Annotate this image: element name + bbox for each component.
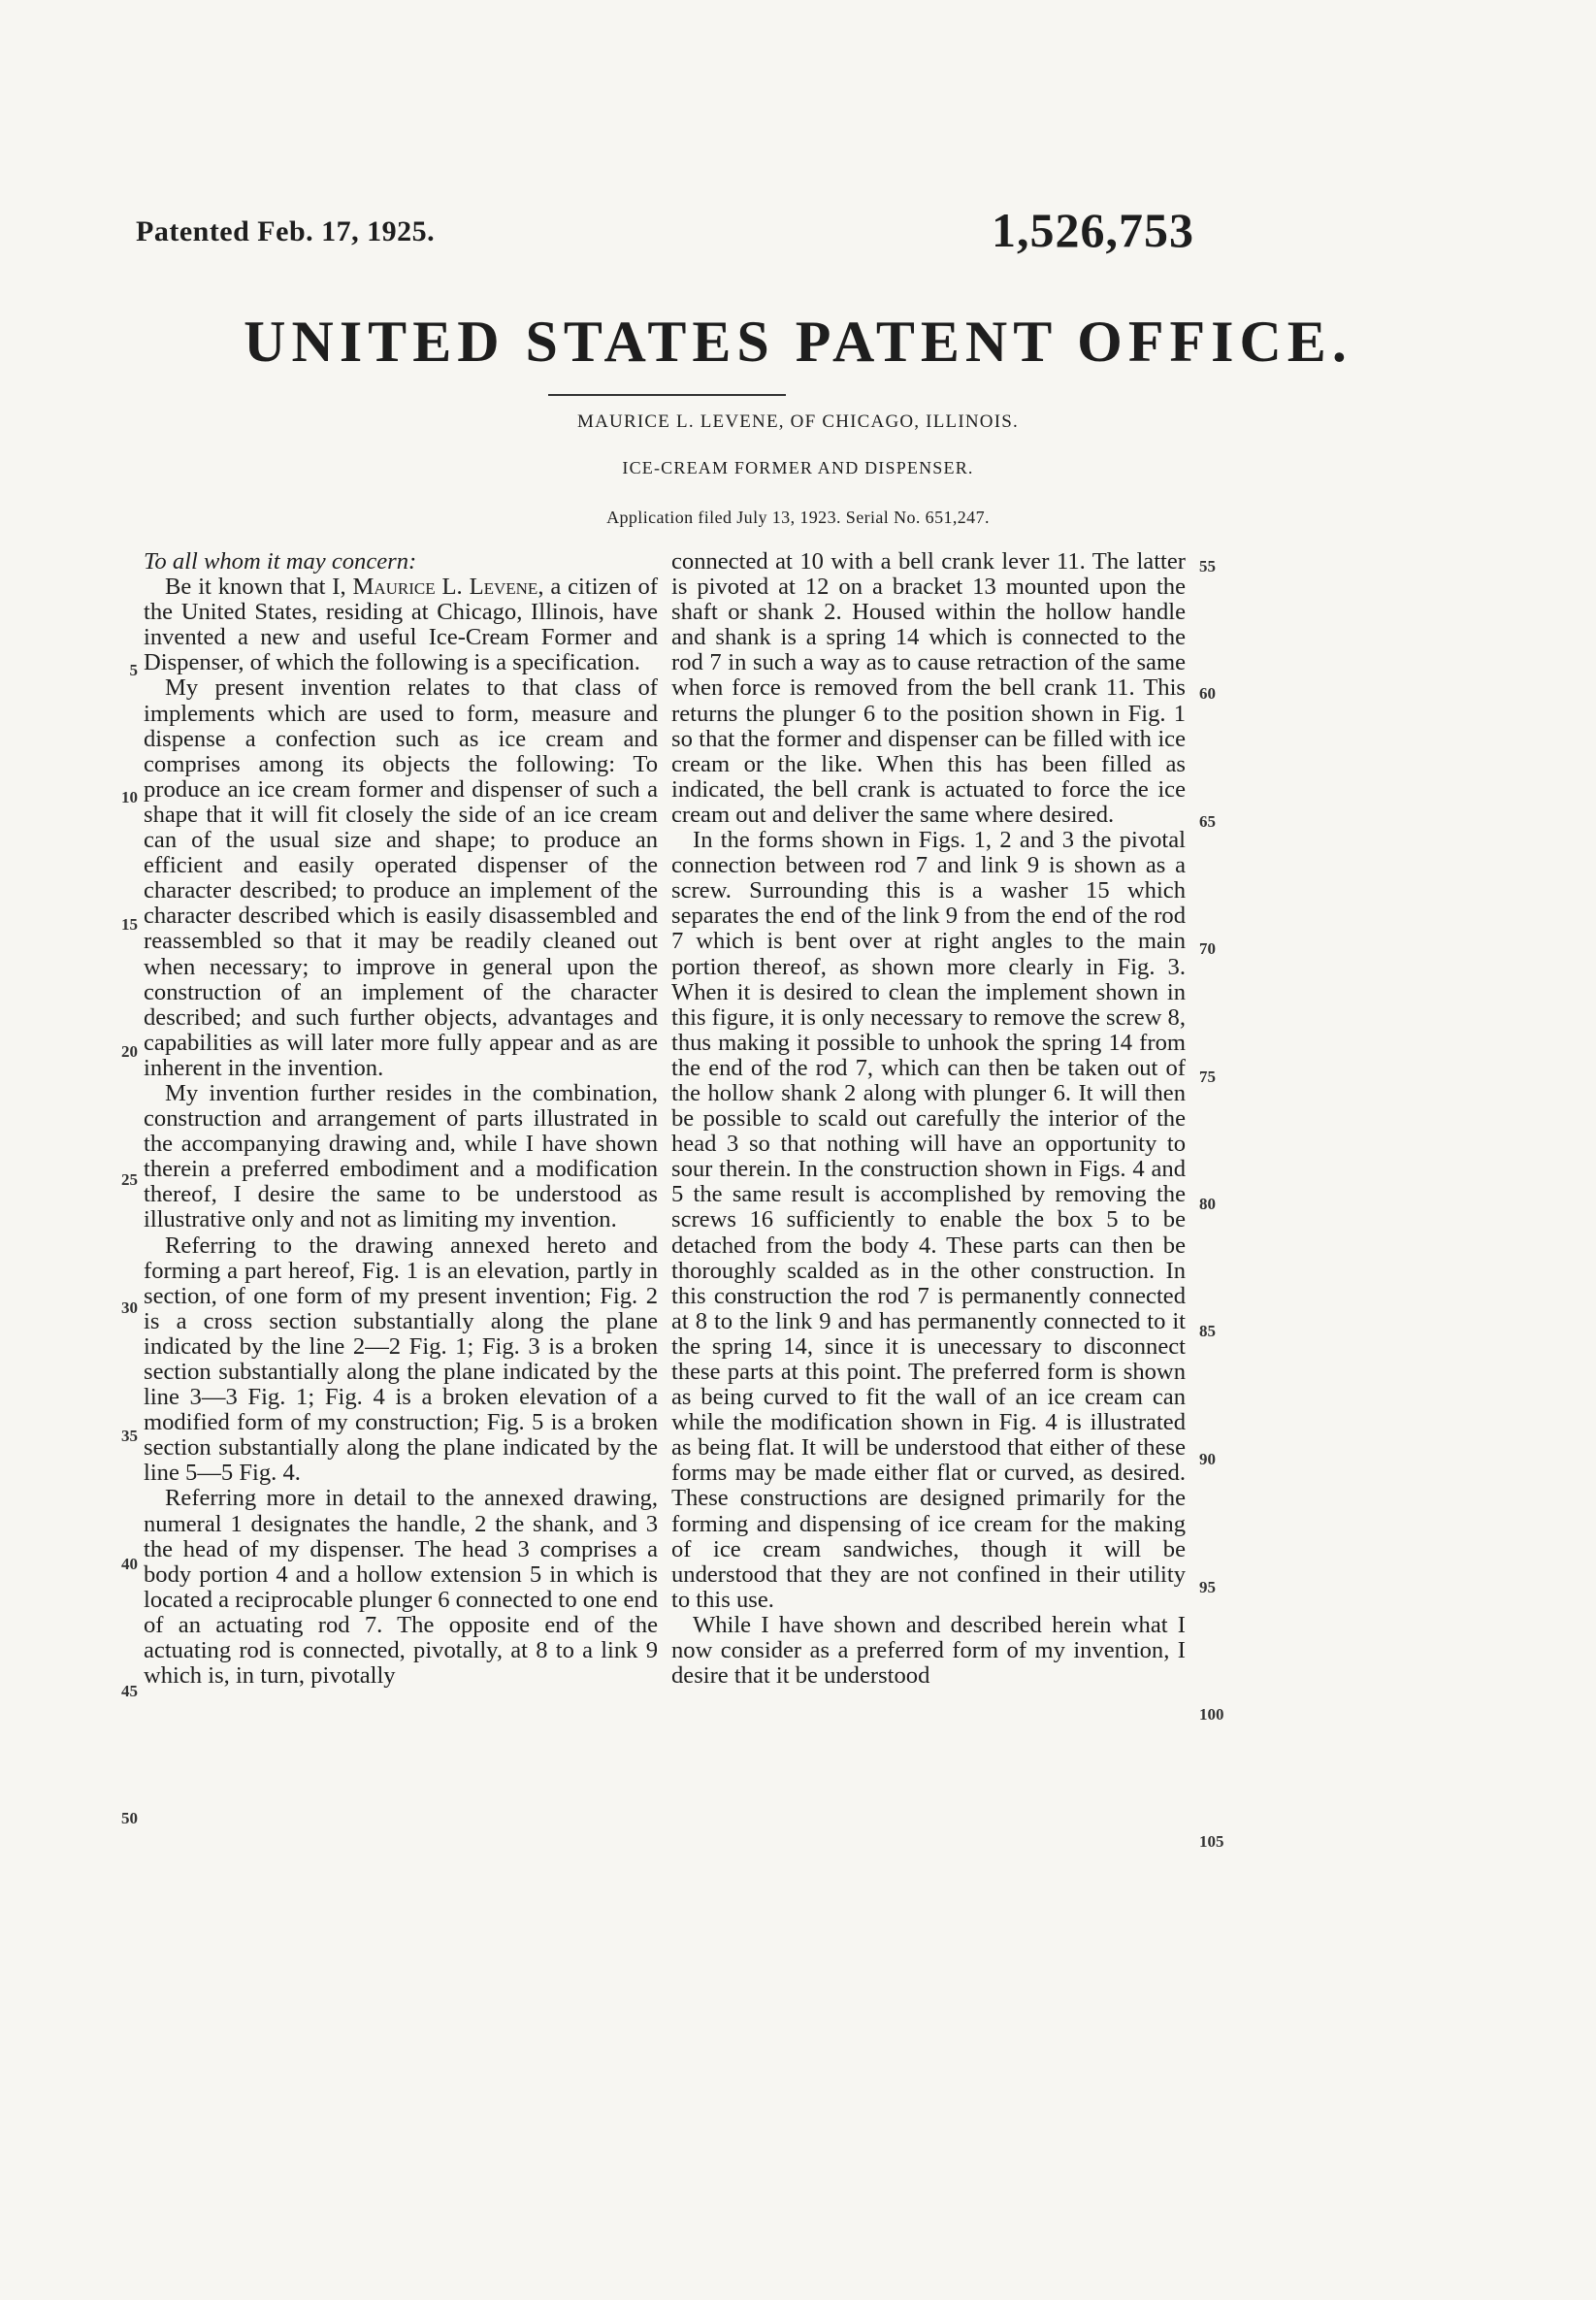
line-number: 30 bbox=[121, 1298, 138, 1317]
line-number: 95 bbox=[1199, 1578, 1216, 1596]
line-number: 50 bbox=[121, 1809, 138, 1827]
line-number: 45 bbox=[121, 1682, 138, 1700]
office-heading: UNITED STATES PATENT OFFICE. bbox=[244, 310, 1352, 374]
salutation: To all whom it may concern: bbox=[144, 548, 417, 575]
line-number: 10 bbox=[121, 788, 138, 806]
line-number: 100 bbox=[1199, 1705, 1224, 1724]
line-number: 35 bbox=[121, 1427, 138, 1445]
paragraph: My present invention relates to that class of implements which are used to form, measure and dispense a confection such as ice cream and comprises among its objects the following: To produce an ice cream former and dispenser of such a shape that it will fit closely the side of an ice cream can of the usual size and shape; to produce an efficient and easily operated dispenser of the character described; to produce an implement of the character described which is easily disassembled and reassembled so that it may be readily cleaned out when necessary; to improve in general upon the construction of an implement of the character described; and such further objects, advantages and capabilities as will later more fully appear and as are inherent in the invention. bbox=[144, 674, 658, 1081]
paragraph: My invention further resides in the combination, construction and arrangement of parts illustrated in the accompanying drawing and, while I have shown therein a preferred embodiment and a modification thereof, I desire the same to be understood as illustrative only and not as limiting my invention. bbox=[144, 1079, 658, 1233]
text-span: Be it known that I, bbox=[165, 574, 346, 601]
invention-title: ICE-CREAM FORMER AND DISPENSER. bbox=[622, 458, 974, 477]
inventor-name: Maurice L. Levene bbox=[352, 574, 538, 601]
line-number: 40 bbox=[121, 1555, 138, 1573]
line-number: 105 bbox=[1199, 1832, 1224, 1851]
line-number: 5 bbox=[129, 661, 138, 679]
line-number: 15 bbox=[121, 915, 138, 934]
line-number: 75 bbox=[1199, 1068, 1216, 1086]
line-number: 90 bbox=[1199, 1450, 1216, 1468]
paragraph: While I have shown and described herein what I now consider as a preferred form of my invention, I desire that it be understood bbox=[671, 1611, 1186, 1690]
inventor-line: MAURICE L. LEVENE, OF CHICAGO, ILLINOIS. bbox=[577, 411, 1019, 432]
line-number: 85 bbox=[1199, 1322, 1216, 1340]
line-number: 25 bbox=[121, 1170, 138, 1189]
paragraph: In the forms shown in Figs. 1, 2 and 3 the pivotal connection between rod 7 and link 9 is shown as a screw. Surrounding this is a washer 15 which separates the end of the link 9 from the end of the rod 7 which is bent over at right angles to the main portion thereof, as shown more clearly in Fig. 3. When it is desired to clean the implement shown in this figure, it is only necessary to remove the screw 8, thus making it possible to unhook the spring 14 from the end of the rod 7, which can then be taken out of the hollow shank 2 along with plunger 6. It will then be possible to scald out carefully the interior of the head 3 so that nothing will have an opportunity to sour therein. In the construction shown in Figs. 4 and 5 the same result is accomplished by removing the screws 16 sufficiently to enable the box 5 to be detached from the body 4. These parts can then be thoroughly scalded as in the other construction. In this construction the rod 7 is permanently connected at 8 to the link 9 and has permanently connected to it the spring 14, since it is unecessary to disconnect these parts at this point. The preferred form is shown as being curved to fit the wall of an ice cream can while the modification shown in Fig. 4 is illustrated as being flat. It will be understood that either of these forms may be made either flat or curved, as desired. These constructions are designed primarily for the forming and dispensing of ice cream for the making of ice cream sandwiches, though it will be understood that they are not confined in their utility to this use. bbox=[671, 827, 1186, 1613]
patented-date: Patented Feb. 17, 1925. bbox=[136, 215, 436, 247]
line-number: 60 bbox=[1199, 684, 1216, 703]
right-column bbox=[671, 549, 1186, 1689]
paragraph: Referring more in detail to the annexed drawing, numeral 1 designates the handle, 2 the shank, and 3 the head of my dispenser. The head 3 comprises a body portion 4 and a hollow extension 5 in which is located a reciprocable plunger 6 connected to one end of an actuating rod 7. The opposite end of the actuating rod is connected, pivotally, at 8 to a link 9 which is, in turn, pivotally bbox=[144, 1485, 658, 1690]
line-number: 20 bbox=[121, 1042, 138, 1061]
patent-number: 1,526,753 bbox=[992, 203, 1194, 257]
line-number: 65 bbox=[1199, 812, 1216, 831]
line-number: 80 bbox=[1199, 1195, 1216, 1213]
paragraph bbox=[144, 575, 658, 675]
heading-rule bbox=[548, 394, 786, 396]
application-filed-line: Application filed July 13, 1923. Serial No. 651,247. bbox=[606, 508, 990, 527]
left-column bbox=[144, 549, 658, 1689]
paragraph: connected at 10 with a bell crank lever 11. The latter is pivoted at 12 on a bracket 13 mounted upon the shaft or shank 2. Housed within the hollow handle and shank is a spring 14 which is connected to the rod 7 in such a way as to cause retraction of the same when force is removed from the bell crank 11. This returns the plunger 6 to the position shown in Fig. 1 so that the former and dispenser can be filled with ice cream or the like. When this has been filled as indicated, the bell crank is actuated to force the ice cream out and deliver the same where desired. bbox=[671, 548, 1186, 828]
paragraph: Referring to the drawing annexed hereto and forming a part hereof, Fig. 1 is an elevation, partly in section, of one form of my present invention; Fig. 2 is a cross section substantially along the plane indicated by the line 2—2 Fig. 1; Fig. 3 is a broken section substantially along the plane indicated by the line 3—3 Fig. 1; Fig. 4 is a broken elevation of a modified form of my construction; Fig. 5 is a broken section substantially along the plane indicated by the line 5—5 Fig. 4. bbox=[144, 1232, 658, 1487]
line-number: 70 bbox=[1199, 939, 1216, 958]
line-number: 55 bbox=[1199, 557, 1216, 575]
text-span: , a citizen of the United States, residing at Chicago, Illinois, have invented a new and useful Ice-Cream Former and Dispenser, of which the following is a specification. bbox=[144, 574, 659, 676]
